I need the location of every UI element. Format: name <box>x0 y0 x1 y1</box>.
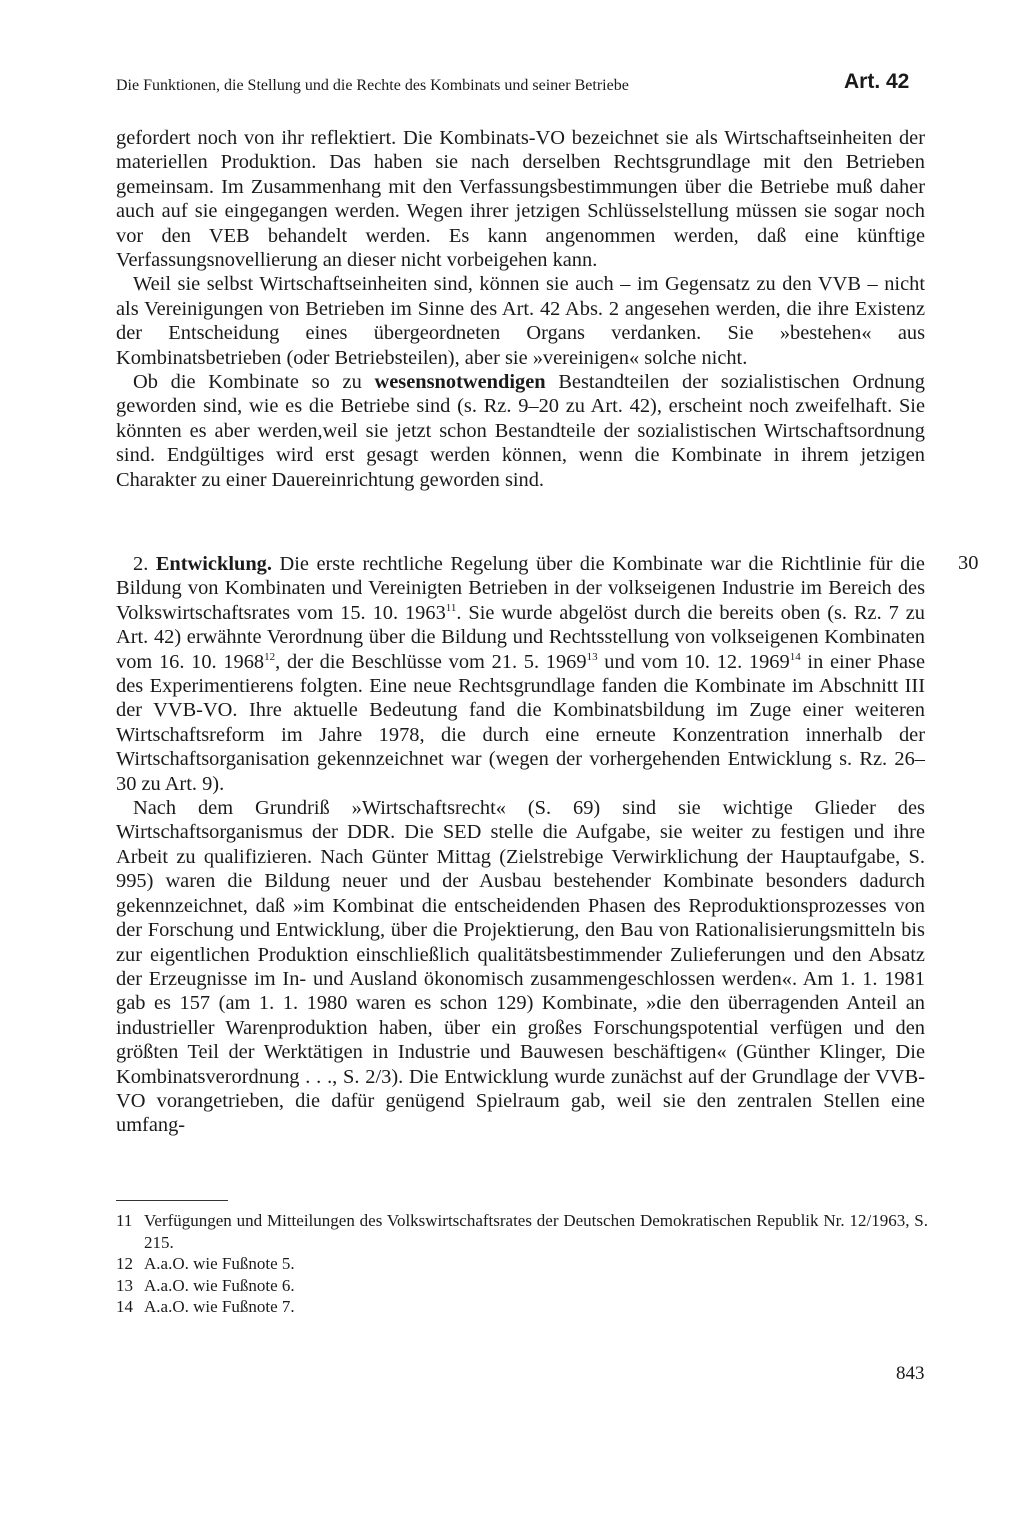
paragraph <box>116 272 925 370</box>
footnote-text: A.a.O. wie Fußnote 7. <box>144 1297 295 1316</box>
paragraph-text: Ob die Kombinate so zu <box>133 371 375 394</box>
paragraph: Nach dem Grundriß »Wirtschaftsrecht« (S. 69) sind sie wichtige Glieder des Wirtschaftsorganismus der DDR. Die SED stelle die Aufgabe, sie weiter zu festigen und ihre Arbeit zu qualifizieren. Nach Günter Mittag (Zielstrebige Verwirklichung der Hauptaufgabe, S. 995) waren die Bildung neuer und der Ausbau bestehender Kombinate besonders dadurch gekennzeichnet, daß »im Kombinat die entscheidenden Phasen des Reproduktionsprozesses von der Forschung und Entwicklung, über die Projektierung, den Bau von Rationalisierungsmitteln bis zur eigentlichen Produktion einschließlich qualitätsbestimmender Zulieferungen und den Absatz der Erzeugnisse im In- und Ausland ökonomisch zusammengeschlossen werden«. Am 1. 1. 1981 gab es 157 (am 1. 1. 1980 waren es schon 129) Kombinate, »die den überragenden Anteil an industrieller Warenproduktion haben, über ein großes Forschungspotential verfügen und den größten Teil der Werktätigen in Industrie und Bauwesen beschäftigen« (Günther Klinger, Die Kombinatsverordnung . . ., S. 2/3). Die Entwicklung wurde zunächst auf der Grundlage der VVB-VO vorangetrieben, die dafür genügend Spielraum gab, weil sie den zentralen Stellen eine umfang- <box>116 797 925 1137</box>
paragraph-text: Weil sie selbst Wirtschaftseinheiten sind, können sie auch – im Gegensatz zu den VVB – nicht als Vereinigungen von Betrieben im Sinne des Art. 42 Abs. 2 angesehen werden, die ihre Existenz der Entscheidung eines übergeordneten Organs verdanken. Sie »bestehen« aus Kombinatsbetrieben (oder Betriebsteilen), aber sie »vereinigen« solche nicht. <box>116 273 925 369</box>
footnote <box>116 1253 928 1275</box>
paragraph-text: in einer Phase des Experimentierens folgten. Eine neue Rechtsgrundlage fanden die Kombinate im Abschnitt III der VVB-VO. Ihre aktuelle Bedeutung fand die Kombinatsbildung im Zuge einer weiteren Wirtschaftsreform im Jahre 1978, die durch eine erneute Konzentration innerhalb der Wirtschaftsorganisation gekennzeichnet war (wegen der vorhergehenden Entwicklung s. Rz. 26–30 zu Art. 9). <box>116 650 926 795</box>
footnotes <box>116 1210 928 1318</box>
footnote-divider <box>116 1200 228 1201</box>
footnote-number: 13 <box>116 1275 133 1295</box>
running-head: Die Funktionen, die Stellung und die Rechte des Kombinats und seiner Betriebe <box>116 77 629 94</box>
bold-term: wesensnotwendigen <box>374 371 546 394</box>
footnote-number: 12 <box>116 1254 133 1273</box>
paragraph-text: , der die Beschlüsse vom 21. 5. 1969 <box>275 650 587 673</box>
footnote <box>116 1296 928 1318</box>
footnote <box>116 1275 928 1297</box>
paragraph <box>116 370 925 492</box>
footnote-ref[interactable]: 13 <box>586 650 598 663</box>
paragraph-text: Die erste rechtliche Regelung über die Kombinate war die Richtlinie für die Bildung von Kombinaten und Vereinigten Betrieben in der volkseigenen Industrie im Bereich des Volkswirtschaftsrates vom 15. 10. 1963 <box>116 553 925 624</box>
page-number: 843 <box>896 1363 925 1384</box>
footnote-ref[interactable]: 12 <box>264 650 276 663</box>
article-label: Art. 42 <box>844 70 910 93</box>
section-2-text <box>116 552 925 1138</box>
paragraph-text: und vom 10. 12. 1969 <box>597 650 790 673</box>
paragraph-text: Bestandteilen der sozialistischen Ordnung geworden sind, wie es die Betriebe sind (s. Rz. 9–20 zu Art. 42), erscheint noch zweifelhaft. Sie könnten es aber werden,weil sie jetzt schon Bestandteile der sozialistischen Wirtschaftsordnung sind. Endgültiges wird erst gesagt werden können, wenn die Kombinate in ihrem jetzigen Charakter zu einer Dauereinrichtung geworden sind. <box>116 371 925 491</box>
section-heading: Entwicklung. <box>155 553 272 575</box>
margin-number: 30 <box>958 552 979 574</box>
footnote-text: A.a.O. wie Fußnote 6. <box>144 1275 295 1295</box>
footnote-ref[interactable]: 14 <box>789 650 801 663</box>
section-number: 2. <box>133 553 156 575</box>
footnote-number: 11 <box>116 1211 133 1230</box>
footnote-text: Verfügungen und Mitteilungen des Volkswirtschaftsrates der Deutschen Demokratischen Republik Nr. 12/1963, S. 215. <box>144 1211 928 1252</box>
footnote-number: 14 <box>116 1297 133 1316</box>
footnote <box>116 1210 928 1253</box>
footnote-ref[interactable]: 11 <box>445 602 457 615</box>
paragraph-text: . Sie wurde abgelöst durch die bereits oben (s. Rz. 7 zu Art. 42) erwähnte Verordnung über die Bildung und Rechtsstellung von volkseigenen Kombinaten vom 16. 10. 1968 <box>116 601 925 673</box>
paragraph: gefordert noch von ihr reflektiert. Die Kombinats-VO bezeichnet sie als Wirtschaftseinheiten der materiellen Produktion. Das haben sie nach derselben Rechtsgrundlage mit den Betrieben gemeinsam. Im Zusammenhang mit den Verfassungsbestimmungen über die Betriebe muß daher auch auf sie eingegangen werden. Wegen ihrer jetzigen Schlüsselstellung müssen sie sogar noch vor den VEB behandelt werden. Es kann angenommen werden, daß eine künftige Verfassungsnovellierung an dieser nicht vorbeigehen kann. <box>116 127 925 272</box>
footnote-text: A.a.O. wie Fußnote 5. <box>144 1254 295 1273</box>
paragraph <box>116 552 925 796</box>
section-1-text <box>116 126 925 492</box>
